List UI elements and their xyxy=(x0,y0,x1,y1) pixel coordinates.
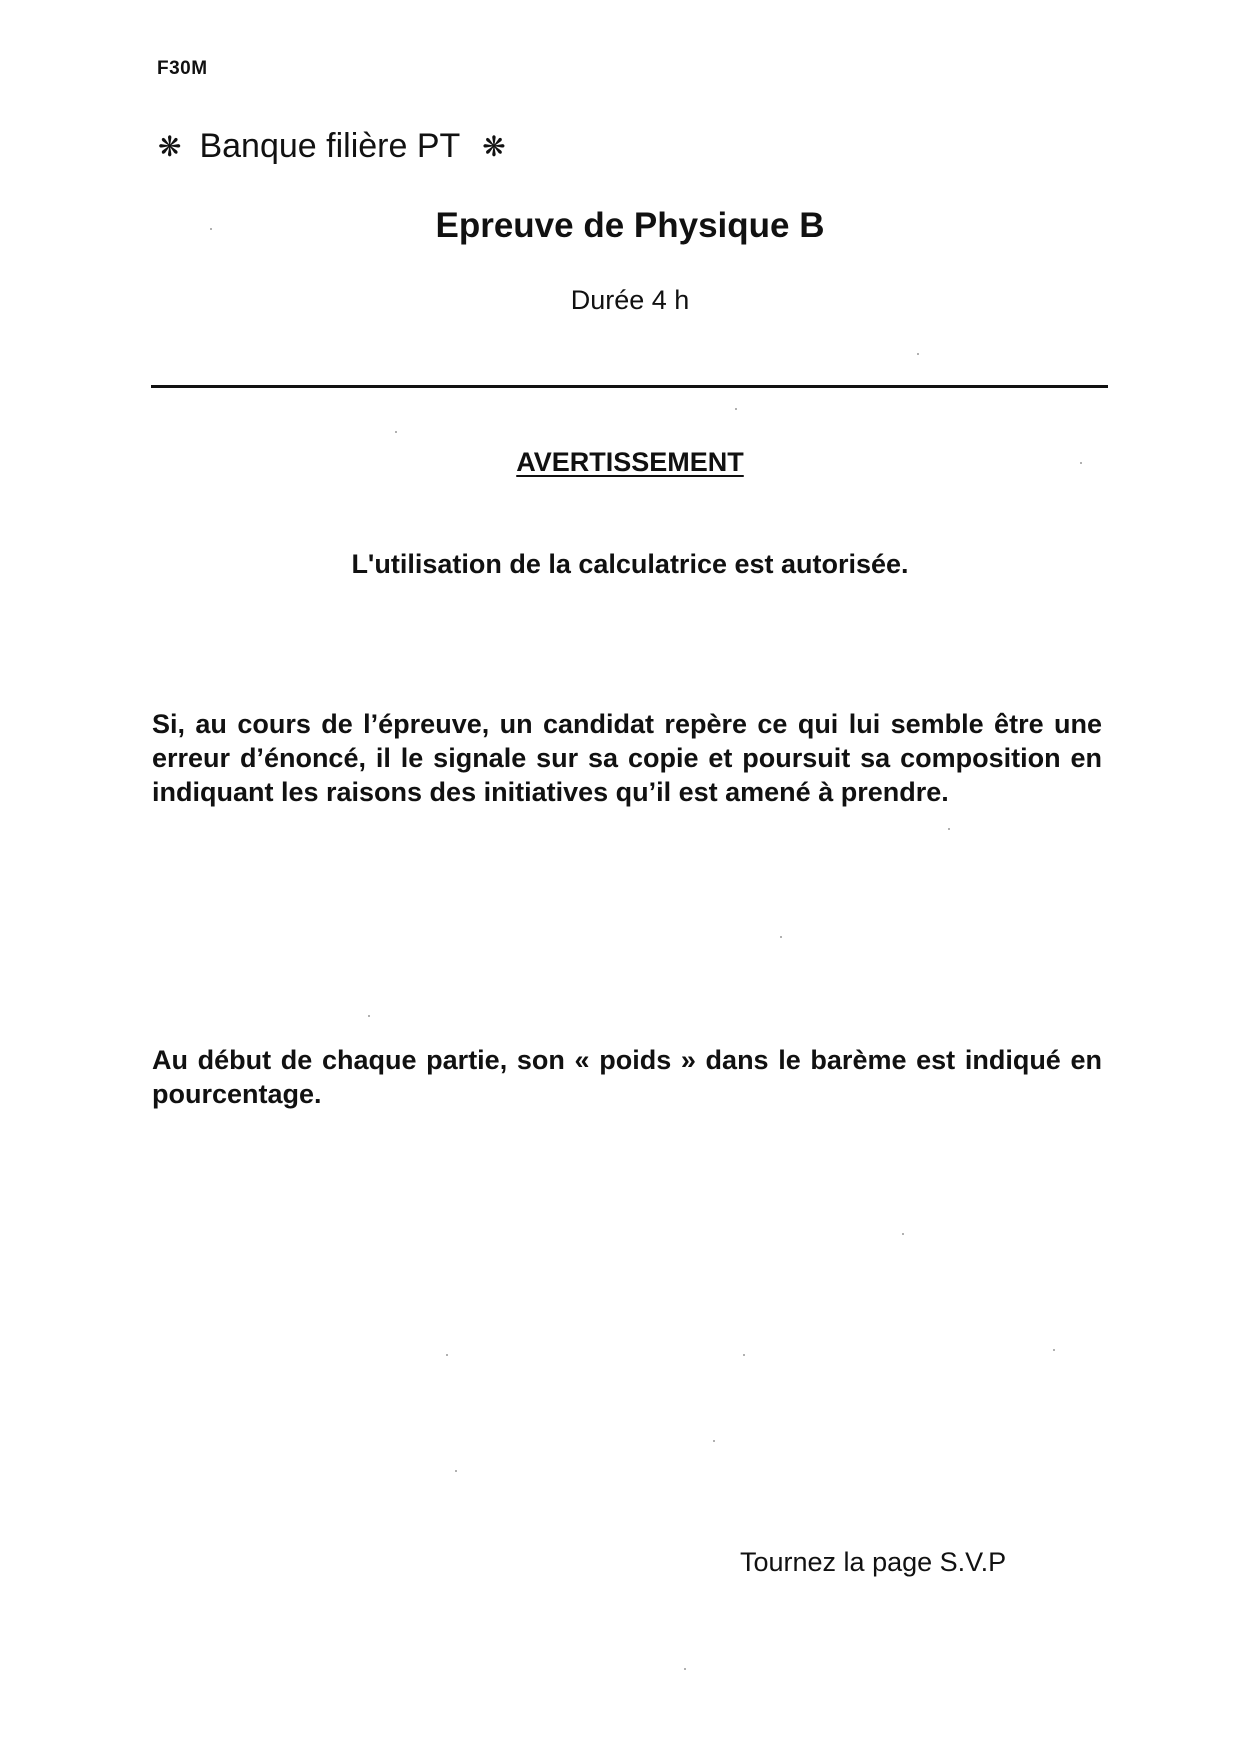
horizontal-divider xyxy=(151,385,1108,388)
scan-speck xyxy=(210,228,212,230)
exam-title: Epreuve de Physique B xyxy=(435,206,825,245)
bank-label: Banque filière PT xyxy=(199,127,461,165)
scan-speck xyxy=(713,1440,715,1442)
scan-speck xyxy=(917,353,919,355)
error-notice-paragraph: Si, au cours de l’épreuve, un candidat repère ce qui lui semble être une erreur d’énoncé, il le signale sur sa copie et poursuit sa composition en indiquant les raisons des initiatives qu’il est amené à prendre. xyxy=(152,709,1102,807)
scan-speck xyxy=(948,828,950,830)
scan-speck xyxy=(1053,1349,1055,1351)
scan-speck xyxy=(368,1015,370,1017)
scan-speck xyxy=(1080,462,1082,464)
scan-speck xyxy=(780,936,782,938)
exam-duration: Durée 4 h xyxy=(570,285,690,315)
scan-speck xyxy=(455,1470,457,1472)
calculator-notice: L'utilisation de la calculatrice est autorisée. xyxy=(351,549,909,579)
weighting-paragraph: Au début de chaque partie, son « poids » dans le barème est indiqué en pourcentage. xyxy=(152,1045,1102,1109)
asterisk-ornament-icon: ❋ xyxy=(158,130,182,162)
bank-line xyxy=(158,127,506,166)
scan-speck xyxy=(735,408,737,410)
scan-speck xyxy=(743,1354,745,1356)
turn-page-note: Tournez la page S.V.P xyxy=(740,1547,1007,1577)
asterisk-ornament-icon: ❋ xyxy=(482,130,506,162)
document-code: F30M xyxy=(157,58,208,79)
scan-speck xyxy=(395,431,397,433)
warning-heading: AVERTISSEMENT xyxy=(516,447,744,477)
scan-speck xyxy=(902,1233,904,1235)
scan-speck xyxy=(684,1668,686,1670)
scan-speck xyxy=(446,1354,448,1356)
